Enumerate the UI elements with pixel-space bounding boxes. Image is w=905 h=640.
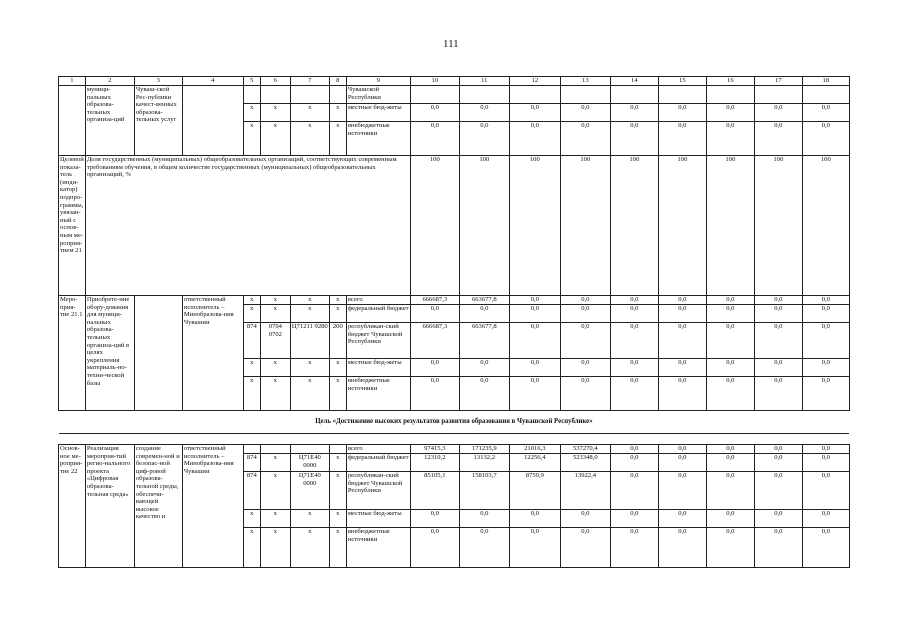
budget-table [58,76,850,568]
value-cell: 0,0 [610,445,658,454]
code-cell: x [329,454,346,472]
table-row [59,86,850,104]
code-cell: 200 [329,323,346,359]
indicator-value-cell: 100 [658,156,706,296]
value-cell: 0,0 [610,104,658,122]
value-cell: 97415,3 [410,445,459,454]
value-cell: 0,0 [459,305,509,323]
value-cell: 0,0 [560,528,610,568]
code-cell: x [243,510,260,528]
code-cell: x [290,510,329,528]
funding-source-cell: местные бюд-жеты [346,510,410,528]
event-name-cell: Реализация меропрня-тий регио-нального проекта «Цифровая образова-тельная среда» [85,445,134,568]
value-cell: 0,0 [509,323,560,359]
column-number: 18 [802,77,849,86]
event-number-cell [59,86,86,156]
value-cell: 21016,3 [509,445,560,454]
column-number: 14 [610,77,658,86]
code-cell [260,445,290,454]
column-number: 12 [509,77,560,86]
value-cell: 0,0 [658,305,706,323]
value-cell: 0,0 [610,528,658,568]
column-number: 13 [560,77,610,86]
value-cell: 0,0 [509,305,560,323]
value-cell: 0,0 [706,323,754,359]
value-cell: 0,0 [610,454,658,472]
value-cell: 0,0 [658,122,706,156]
value-cell [658,86,706,104]
event-name-cell: Приобрете-ние обору-дования для муници-пальных образова-тельных организа-ций в целях укрепления материаль-но-техни-ческой базы [85,296,134,411]
value-cell: 0,0 [802,122,849,156]
value-cell: 0,0 [706,510,754,528]
value-cell: 0,0 [754,454,802,472]
code-cell [290,445,329,454]
code-cell: Ц71211 9280 [290,323,329,359]
code-cell [290,86,329,104]
value-cell: 0,0 [560,104,610,122]
code-cell: x [260,454,290,472]
code-cell: x [260,359,290,377]
column-number: 4 [182,77,243,86]
code-cell: x [329,510,346,528]
value-cell: 0,0 [658,296,706,305]
value-cell: 0,0 [754,528,802,568]
funding-source-cell: республикан-ский бюджет Чувашской Республики [346,472,410,510]
value-cell: 0,0 [459,104,509,122]
value-cell: 0,0 [560,323,610,359]
executor-cell [182,86,243,156]
code-cell: x [290,122,329,156]
code-cell: x [243,104,260,122]
column-number: 7 [290,77,329,86]
value-cell: 0,0 [706,305,754,323]
value-cell [610,86,658,104]
goal-row [59,411,850,434]
value-cell: 0,0 [610,472,658,510]
value-cell: 0,0 [706,472,754,510]
value-cell: 0,0 [754,104,802,122]
value-cell [509,86,560,104]
code-cell: x [260,305,290,323]
value-cell: 0,0 [410,377,459,411]
value-cell [410,86,459,104]
value-cell: 0,0 [610,510,658,528]
value-cell [802,86,849,104]
value-cell: 0,0 [410,359,459,377]
value-cell: 0,0 [459,122,509,156]
value-cell: 0,0 [658,472,706,510]
value-cell: 0,0 [802,305,849,323]
value-cell: 0,0 [560,377,610,411]
code-cell: x [290,296,329,305]
value-cell: 0,0 [410,510,459,528]
value-cell: 158103,7 [459,472,509,510]
value-cell: 0,0 [509,296,560,305]
value-cell: 0,0 [802,377,849,411]
value-cell: 0,0 [706,528,754,568]
code-cell [329,445,346,454]
event-purpose-cell [134,296,182,411]
code-cell: 874 [243,472,260,510]
code-cell: x [260,510,290,528]
indicator-value-cell: 100 [754,156,802,296]
code-cell: x [260,104,290,122]
code-cell: x [260,122,290,156]
code-cell: x [290,359,329,377]
value-cell: 0,0 [459,528,509,568]
value-cell: 13132,2 [459,454,509,472]
value-cell: 0,0 [802,323,849,359]
value-cell: 0,0 [658,377,706,411]
code-cell: x [329,104,346,122]
value-cell: 0,0 [754,472,802,510]
value-cell: 0,0 [560,296,610,305]
column-number: 1 [59,77,86,86]
column-number: 6 [260,77,290,86]
value-cell: 663677,8 [459,296,509,305]
funding-source-cell: Чувашской Республики [346,86,410,104]
value-cell: 0,0 [459,377,509,411]
value-cell: 0,0 [459,359,509,377]
table-row [59,296,850,305]
value-cell: 0,0 [410,122,459,156]
value-cell: 12310,2 [410,454,459,472]
goal-heading: Цель «Достижение высоких результатов развития образования в Чувашской Республике» [59,411,850,434]
value-cell: 0,0 [560,305,610,323]
value-cell: 0,0 [754,359,802,377]
column-number: 9 [346,77,410,86]
value-cell: 0,0 [754,122,802,156]
funding-source-cell: внебюджетные источники [346,377,410,411]
value-cell: 0,0 [610,359,658,377]
code-cell: x [329,528,346,568]
code-cell: x [260,472,290,510]
code-cell: x [243,359,260,377]
code-cell: 874 [243,454,260,472]
value-cell [706,86,754,104]
value-cell: 0,0 [658,359,706,377]
code-cell: x [329,305,346,323]
funding-source-cell: республикан-ский бюджет Чувашской Республики [346,323,410,359]
value-cell: 0,0 [754,305,802,323]
code-cell [260,86,290,104]
indicator-value-cell: 100 [459,156,509,296]
value-cell: 537270,4 [560,445,610,454]
value-cell: 0,0 [802,445,849,454]
value-cell: 0,0 [509,377,560,411]
column-number: 5 [243,77,260,86]
value-cell: 0,0 [509,510,560,528]
value-cell: 85105,1 [410,472,459,510]
funding-source-cell: внебюджетные источники [346,528,410,568]
page-number: 111 [443,38,459,50]
indicator-text-cell: Доля государственных (муниципальных) общеобразовательных организаций, соответствующих современным требованиям обучения, в общем количестве государственных (муниципальных) общеобразовательных организаций, % [85,156,410,296]
value-cell: 0,0 [509,528,560,568]
indicator-value-cell: 100 [610,156,658,296]
code-cell: x [329,472,346,510]
event-purpose-cell: Чуваш-ской Рес-публики качест-венных образова-тельных услуг [134,86,182,156]
code-cell [243,86,260,104]
indicator-row [59,156,850,296]
column-number: 3 [134,77,182,86]
indicator-value-cell: 100 [802,156,849,296]
value-cell: 0,0 [802,454,849,472]
indicator-value-cell: 100 [509,156,560,296]
code-cell: x [260,296,290,305]
value-cell: 0,0 [754,445,802,454]
value-cell [459,86,509,104]
funding-source-cell: федеральный бюджет [346,305,410,323]
code-cell [243,445,260,454]
value-cell: 0,0 [658,104,706,122]
value-cell: 0,0 [706,104,754,122]
value-cell: 0,0 [658,323,706,359]
spacer-row [59,434,850,445]
column-number: 10 [410,77,459,86]
value-cell: 0,0 [802,472,849,510]
value-cell: 12256,4 [509,454,560,472]
value-cell: 666687,3 [410,323,459,359]
value-cell: 0,0 [802,104,849,122]
code-cell: x [243,377,260,411]
indicator-value-cell: 100 [410,156,459,296]
indicator-value-cell: 100 [560,156,610,296]
executor-cell: ответственный исполнитель – Минобразова-ния Чувашии [182,445,243,568]
value-cell: 0,0 [802,359,849,377]
indicator-label-cell: Целевой показа-тель (инди-катор) подпро-граммы, увязан-ный с основ-ным ме-роприя-тием 21 [59,156,86,296]
value-cell: 0,0 [610,296,658,305]
value-cell: 0,0 [459,510,509,528]
value-cell: 0,0 [560,510,610,528]
funding-source-cell: всего [346,445,410,454]
value-cell: 0,0 [802,528,849,568]
value-cell: 171235,9 [459,445,509,454]
value-cell: 8759,9 [509,472,560,510]
column-number: 8 [329,77,346,86]
code-cell: 0704 0702 [260,323,290,359]
value-cell: 13922,4 [560,472,610,510]
code-cell: x [260,377,290,411]
code-cell: x [243,296,260,305]
column-number: 16 [706,77,754,86]
value-cell [754,86,802,104]
code-cell: x [290,377,329,411]
value-cell: 0,0 [610,305,658,323]
value-cell: 0,0 [610,377,658,411]
code-cell: x [290,305,329,323]
code-cell: x [243,305,260,323]
value-cell: 0,0 [706,377,754,411]
event-purpose-cell: создание современ-ной и безопас-ной циф-ровой образова-тельной среды, обеспечи-вающей высокое качество и [134,445,182,568]
code-cell [329,86,346,104]
code-cell: x [329,122,346,156]
value-cell: 0,0 [509,359,560,377]
event-name-cell: муници-пальных образова-тельных организа-ций [85,86,134,156]
column-number: 11 [459,77,509,86]
value-cell: 663677,8 [459,323,509,359]
value-cell: 0,0 [754,323,802,359]
code-cell: x [329,377,346,411]
code-cell: x [329,359,346,377]
funding-source-cell: всего [346,296,410,305]
column-number: 2 [85,77,134,86]
column-number: 17 [754,77,802,86]
value-cell: 0,0 [706,454,754,472]
value-cell: 0,0 [754,296,802,305]
code-cell: x [243,528,260,568]
value-cell [560,86,610,104]
table-row [59,445,850,454]
value-cell: 0,0 [802,296,849,305]
value-cell: 0,0 [410,305,459,323]
value-cell: 0,0 [560,359,610,377]
value-cell: 0,0 [560,122,610,156]
value-cell: 0,0 [754,510,802,528]
code-cell: Ц71Е40 0000 [290,454,329,472]
value-cell: 0,0 [410,104,459,122]
value-cell: 0,0 [658,510,706,528]
code-cell: x [260,528,290,568]
event-number-cell: Основ-ное ме-роприя-тие 22 [59,445,86,568]
code-cell: x [290,528,329,568]
value-cell: 666687,3 [410,296,459,305]
value-cell: 0,0 [610,323,658,359]
funding-source-cell: внебюджетные источники [346,122,410,156]
code-cell: x [329,296,346,305]
code-cell: 874 [243,323,260,359]
spacer-cell [59,434,850,445]
value-cell: 0,0 [509,104,560,122]
value-cell: 0,0 [658,528,706,568]
value-cell: 0,0 [658,445,706,454]
value-cell: 0,0 [706,359,754,377]
value-cell: 0,0 [509,122,560,156]
code-cell: x [290,104,329,122]
value-cell: 0,0 [706,296,754,305]
value-cell: 0,0 [706,445,754,454]
code-cell: x [243,122,260,156]
funding-source-cell: местные бюд-жеты [346,359,410,377]
value-cell: 523348,0 [560,454,610,472]
value-cell: 0,0 [706,122,754,156]
value-cell: 0,0 [410,528,459,568]
event-number-cell: Меро-прия-тие 21.1 [59,296,86,411]
value-cell: 0,0 [610,122,658,156]
funding-source-cell: федеральный бюджет [346,454,410,472]
column-number: 15 [658,77,706,86]
value-cell: 0,0 [658,454,706,472]
code-cell: Ц71Е40 0000 [290,472,329,510]
executor-cell: ответственный исполнитель – Минобразова-ния Чувашии [182,296,243,411]
header-row [59,77,850,86]
indicator-value-cell: 100 [706,156,754,296]
value-cell: 0,0 [802,510,849,528]
value-cell: 0,0 [754,377,802,411]
funding-source-cell: местные бюд-жеты [346,104,410,122]
